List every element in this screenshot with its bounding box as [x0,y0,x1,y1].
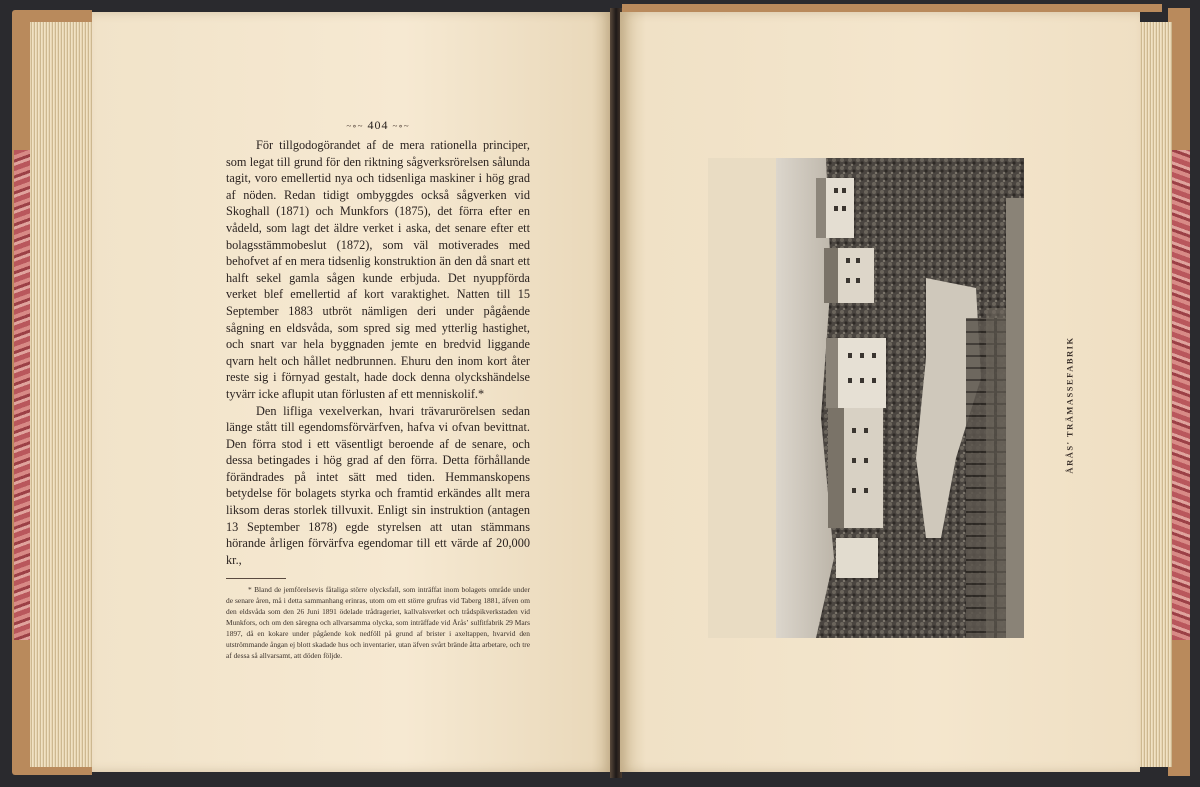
ornament-left-icon: ~∘~ [346,121,364,131]
page-number-header [226,118,530,133]
marbled-edge-right [1172,150,1190,640]
page-edges-left [30,22,92,767]
footnote-rule [226,578,286,579]
paragraph: Den lifliga vexelverkan, hvari trävarurörelsen sedan länge stått till egendomsförvärfven, hafva vi ofvan bevittnat. Den förra stod i ett väsentligt beroende af de senare, och dessa betingades i hög grad af den förra. Detta förhållande förändrades på intet sätt med tiden. Hemmanskopens betydelse för bolagets styrka och framtid erkändes allt mera liksom deras storlek tillvuxit. Enligt sin instruktion (antagen 13 September 1878) egde styrelsen att utan stämmans hörande årligen förvärfva egendomar till ett värde af 20,000 kr., [226,403,530,567]
plate-caption-text: ÅRÅS' TRÄMASSEFABRIK [1065,336,1076,474]
ornament-right-icon: ~∘~ [392,121,410,131]
book-cover-top-right [622,4,1162,12]
left-page-text [226,118,530,662]
plate-caption [1062,300,1078,510]
body-text [226,137,530,568]
page-edges-right [1140,22,1172,767]
paragraph: För tillgodogörandet af de mera rationella principer, som legat till grund för den riktning sågverksrörelsen sålunda tagit, voro emellertid nya och tidsenliga maskiner i hög grad af nöden. Redan tidigt ombyggdes också sågverken vid Skoghall (1871) och Munkfors (1875), det förra efter en vådeld, som lagt det äldre verket i aska, det senare efter ett bolagsstämmobeslut (1872), som väl motiverades med behofvet af en mera tidsenlig konstruktion än den då snart ett halft sekel gamla sågen kunde erbjuda. Det nyuppförda verket blef emellertid af kort varaktighet. Natten till 15 September 1883 utbröt nämligen deri under pågående sågning en eldsvåda, som spred sig med ytterlig hastighet, och snart var hela byggnaden jemte en bredvid liggande qvarn helt och hållet nedbrunnen. Ehuru den inom kort åter reste sig i förnyad gestalt, hade dock denna olyckshändelse tyvärr icke aflupit utan förlusten af ett menniskolif.* [226,138,530,401]
page-number: 404 [367,118,389,132]
footnote: * Bland de jemförelsevis fåtaliga större olycksfall, som inträffat inom bolagets område under de senare åren, må i detta sammanhang erinras, utom om ett större grufras vid Taberg 1881, äfven om den eldsvåda som den 26 Juni 1891 ödelade trådrageriet, kallvalsverket och trådspikverkstaden vid Munkfors, och om den säregna och allvarsamma olycka, som inträffade vid Åråsʼ sulfitfabrik 29 Mars 1897, då en kokare under pågående kok nedföll på grund af brister i axeltappen, hvarvid den utströmmande ångan ej blott skadade hus och inventarier, utan äfven svårt brände åtta arbetare, och tre af dessa så allvarsamt, att döden följde. [226,585,530,660]
factory-photograph [776,158,1024,638]
factory-photo-image [776,158,1024,638]
